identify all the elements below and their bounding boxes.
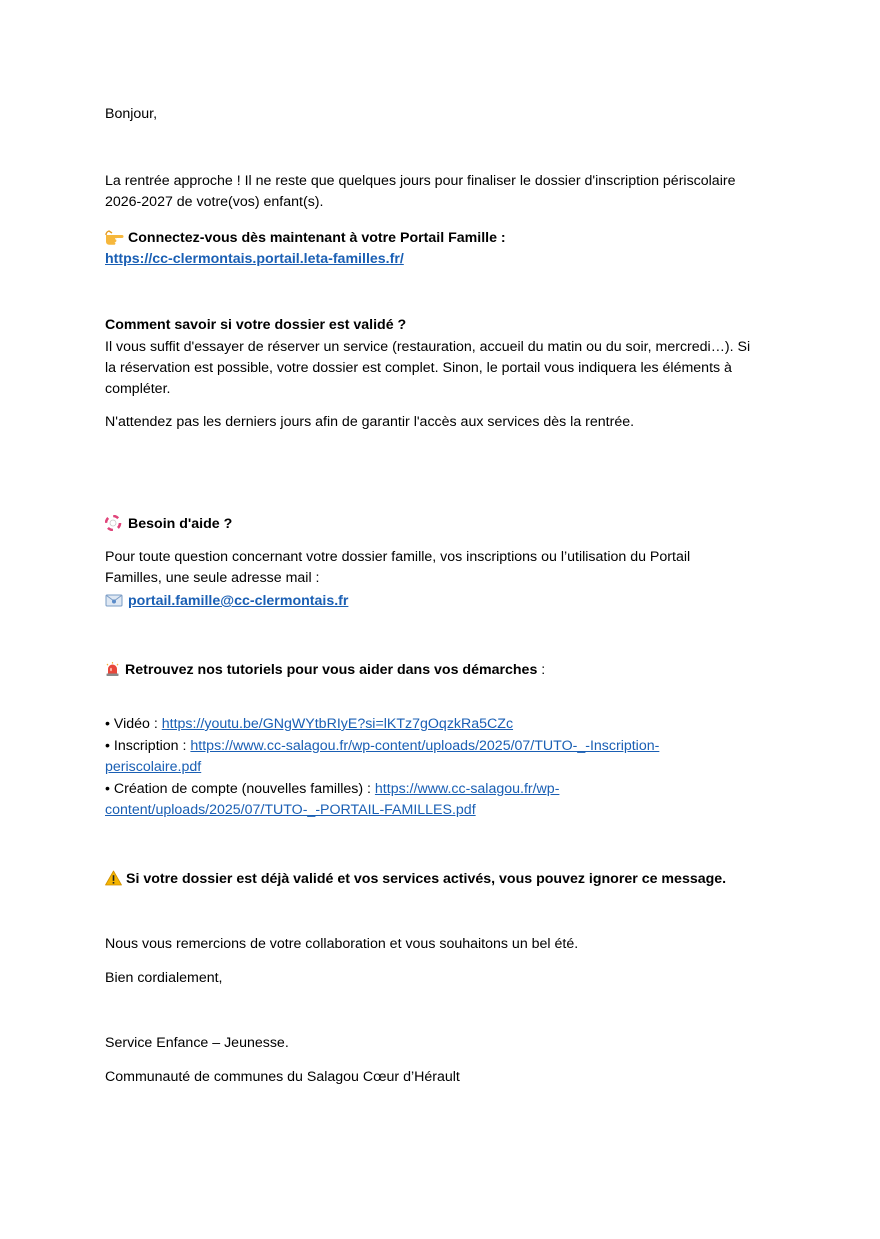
tutorials-heading: Retrouvez nos tutoriels pour vous aider dans vos démarches xyxy=(125,662,538,678)
tutorial-link-inscription[interactable]: https://www.cc-salagou.fr/wp-content/uploads/2025/07/TUTO-_-Inscription- xyxy=(190,738,660,754)
signature-service: Service Enfance – Jeunesse. xyxy=(105,1035,289,1051)
help-line-2: Familles, une seule adresse mail : xyxy=(105,570,320,586)
greeting: Bonjour, xyxy=(105,106,158,122)
tutorials-heading-suffix: : xyxy=(537,662,546,678)
help-email-link[interactable]: portail.famille@cc-clermontais.fr xyxy=(128,593,349,609)
help-email-line xyxy=(105,591,348,612)
validation-line-2: la réservation est possible, votre dossier est complet. Sinon, le portail vous indiquera les éléments à xyxy=(105,360,732,376)
tutorial-item-account-cont xyxy=(105,800,476,821)
validation-line-1: Il vous suffit d'essayer de réserver un service (restauration, accueil du matin ou du soir, mercredi…). Si xyxy=(105,339,751,355)
validation-heading: Comment savoir si votre dossier est validé ? xyxy=(105,317,407,333)
pointing-hand-icon xyxy=(105,229,124,245)
tutorial-label: • Inscription : xyxy=(105,738,191,754)
warning-text: Si votre dossier est déjà validé et vos services activés, vous pouvez ignorer ce message. xyxy=(126,871,727,887)
portal-heading-line xyxy=(105,228,506,249)
tutorial-label: • Vidéo : xyxy=(105,716,162,732)
portal-heading: Connectez-vous dès maintenant à votre Portail Famille : xyxy=(128,230,506,246)
warning-line xyxy=(105,869,726,890)
intro-line-1: La rentrée approche ! Il ne reste que quelques jours pour finaliser le dossier d'inscription périscolaire xyxy=(105,173,736,189)
tutorial-item-inscription xyxy=(105,736,659,757)
tutorial-label: • Création de compte (nouvelles familles) : xyxy=(105,781,375,797)
tutorial-link-account[interactable]: https://www.cc-salagou.fr/wp- xyxy=(374,781,560,797)
tutorial-item-account xyxy=(105,779,559,800)
validation-advice: N'attendez pas les derniers jours afin de garantir l'accès aux services dès la rentrée. xyxy=(105,414,635,430)
lifebuoy-icon xyxy=(105,515,124,531)
tutorial-item-video xyxy=(105,714,513,735)
siren-icon xyxy=(105,661,120,677)
tutorials-heading-line xyxy=(105,660,545,681)
signature-organization: Communauté de communes du Salagou Cœur d’Hérault xyxy=(105,1069,460,1085)
tutorial-link-account-cont[interactable]: content/uploads/2025/07/TUTO-_-PORTAIL-FAMILLES.pdf xyxy=(105,802,476,818)
portal-link-line xyxy=(105,249,404,270)
intro-line-2: 2026-2027 de votre(vos) enfant(s). xyxy=(105,194,324,210)
portal-link[interactable]: https://cc-clermontais.portail.leta-familles.fr/ xyxy=(105,251,404,267)
help-line-1: Pour toute question concernant votre dossier famille, vos inscriptions ou l’utilisation du Portail xyxy=(105,549,691,565)
closing-regards: Bien cordialement, xyxy=(105,970,223,986)
validation-line-3: compléter. xyxy=(105,381,171,397)
envelope-icon xyxy=(105,592,124,608)
closing-thanks: Nous vous remercions de votre collaboration et vous souhaitons un bel été. xyxy=(105,936,579,952)
help-heading-line xyxy=(105,514,232,535)
help-heading: Besoin d'aide ? xyxy=(128,516,233,532)
tutorial-link-video[interactable]: https://youtu.be/GNgWYtbRIyE?si=lKTz7gOqzkRa5CZc xyxy=(161,716,514,732)
warning-icon xyxy=(105,870,122,886)
tutorial-link-inscription-cont[interactable]: periscolaire.pdf xyxy=(105,759,202,775)
tutorial-item-inscription-cont xyxy=(105,757,201,778)
validation-heading-line xyxy=(105,315,406,336)
